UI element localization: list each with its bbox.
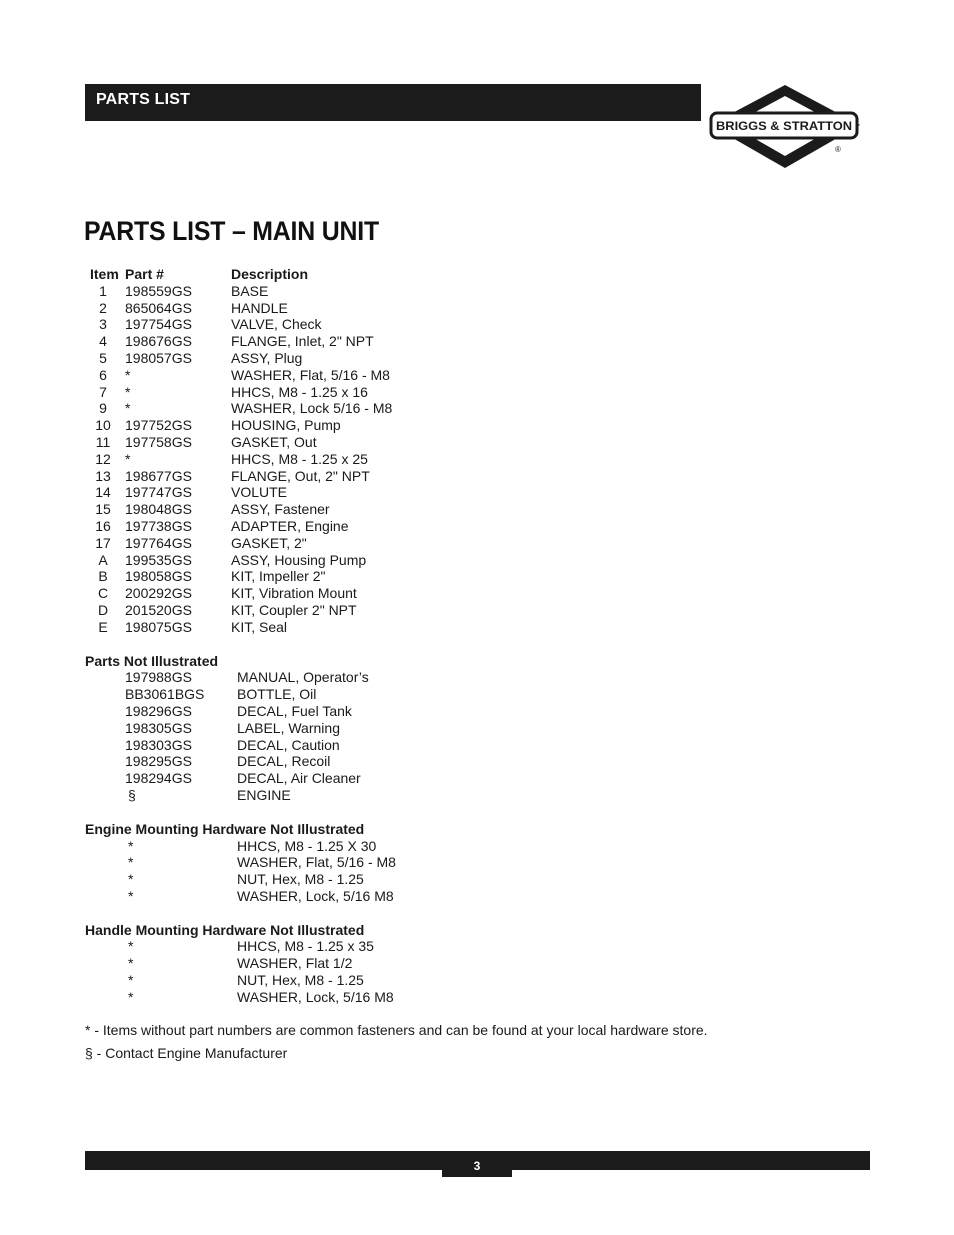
item-number: E (98, 618, 108, 635)
part-number: 198075GS (125, 618, 192, 635)
table-row (85, 518, 725, 535)
table-row (85, 871, 725, 888)
column-header-item: Item (90, 266, 119, 282)
part-number: 198676GS (125, 333, 192, 350)
part-number: 198296GS (125, 702, 192, 719)
item-number: 4 (99, 333, 107, 350)
part-description: ENGINE (237, 786, 291, 803)
part-number: 197754GS (125, 316, 192, 333)
part-description: WASHER, Flat, 5/16 - M8 (231, 366, 390, 383)
item-number: C (97, 585, 109, 602)
section-heading-not-illustrated: Parts Not Illustrated (85, 652, 219, 669)
item-number: 7 (99, 383, 107, 400)
part-number: 198303GS (125, 736, 192, 753)
table-row (85, 669, 725, 686)
table-row (85, 283, 725, 300)
footnotes (85, 1022, 725, 1063)
parts-table-header (85, 266, 725, 283)
table-row (85, 585, 725, 602)
handle-mounting-rows (85, 938, 725, 1005)
table-row (85, 602, 725, 619)
part-description: DECAL, Recoil (237, 753, 331, 770)
footnote-section: § - Contact Engine Manufacturer (85, 1045, 288, 1062)
item-number: 9 (99, 400, 107, 417)
part-number: BB3061BGS (125, 686, 205, 703)
part-description: ADAPTER, Engine (231, 517, 349, 534)
part-number: § (128, 786, 136, 803)
table-row (85, 552, 725, 569)
part-number: 198057GS (125, 349, 192, 366)
part-number: * (128, 871, 134, 888)
item-number: 1 (99, 282, 107, 299)
part-description: VALVE, Check (231, 316, 322, 333)
part-description: ASSY, Plug (231, 349, 303, 366)
part-description: ASSY, Fastener (231, 501, 330, 518)
part-description: KIT, Impeller 2" (231, 568, 326, 585)
section-heading-engine-mounting: Engine Mounting Hardware Not Illustrated (85, 820, 365, 837)
table-row (85, 468, 725, 485)
table-row (85, 300, 725, 317)
table-row (85, 938, 725, 955)
part-number: 198048GS (125, 501, 192, 518)
part-number: 197738GS (125, 517, 192, 534)
part-description: DECAL, Caution (237, 736, 340, 753)
part-number: 198677GS (125, 467, 192, 484)
part-description: WASHER, Lock, 5/16 M8 (237, 988, 394, 1005)
part-number: * (125, 450, 131, 467)
item-number: 14 (95, 484, 111, 501)
svg-text:BRIGGS & STRATTON: BRIGGS & STRATTON (716, 119, 852, 133)
part-description: HHCS, M8 - 1.25 x 35 (237, 938, 374, 955)
part-number: * (125, 383, 131, 400)
part-number: * (128, 988, 134, 1005)
briggs-stratton-logo (708, 84, 862, 170)
item-number: D (97, 601, 109, 618)
table-row (85, 535, 725, 552)
part-number: 198305GS (125, 719, 192, 736)
part-description: WASHER, Lock 5/16 - M8 (231, 400, 393, 417)
table-row (85, 989, 725, 1006)
part-description: HHCS, M8 - 1.25 x 16 (231, 383, 368, 400)
part-number: * (128, 887, 134, 904)
part-number: * (125, 400, 131, 417)
part-number: * (128, 972, 134, 989)
table-row (85, 333, 725, 350)
footnote-asterisk: * - Items without part numbers are common fasteners and can be found at your local hardware store. (85, 1021, 708, 1038)
item-number: 17 (95, 534, 111, 551)
item-number: 15 (95, 501, 111, 518)
item-number: 11 (95, 433, 111, 450)
part-description: NUT, Hex, M8 - 1.25 (237, 871, 364, 888)
part-description: NUT, Hex, M8 - 1.25 (237, 972, 364, 989)
part-description: FLANGE, Inlet, 2" NPT (231, 333, 374, 350)
table-row (85, 753, 725, 770)
engine-mounting-rows (85, 838, 725, 905)
part-number: 865064GS (125, 299, 192, 316)
item-number: 12 (95, 450, 111, 467)
part-description: KIT, Coupler 2" NPT (231, 601, 357, 618)
part-number: 201520GS (125, 601, 192, 618)
part-description: FLANGE, Out, 2" NPT (231, 467, 370, 484)
table-row (85, 350, 725, 367)
section-header-bar (85, 84, 701, 121)
item-number: 6 (99, 366, 107, 383)
part-number: 197758GS (125, 433, 192, 450)
part-description: WASHER, Flat 1/2 (237, 955, 353, 972)
part-description: VOLUTE (231, 484, 288, 501)
table-row (85, 417, 725, 434)
page-title: PARTS LIST – MAIN UNIT (84, 216, 379, 246)
table-row (85, 888, 725, 905)
table-row (85, 854, 725, 871)
table-row (85, 770, 725, 787)
table-row (85, 686, 725, 703)
part-number: * (128, 938, 134, 955)
section-heading-handle-mounting: Handle Mounting Hardware Not Illustrated (85, 921, 365, 938)
table-row (85, 838, 725, 855)
part-number: 197752GS (125, 417, 192, 434)
part-number: * (128, 854, 134, 871)
part-description: BASE (231, 282, 269, 299)
item-number: 16 (95, 517, 111, 534)
part-description: ASSY, Housing Pump (231, 551, 367, 568)
table-row (85, 434, 725, 451)
part-number: 198058GS (125, 568, 192, 585)
main-parts-rows (85, 283, 725, 636)
table-row (85, 484, 725, 501)
part-description: GASKET, Out (231, 433, 317, 450)
item-number: 3 (99, 316, 107, 333)
table-row (85, 619, 725, 636)
part-description: HANDLE (231, 299, 288, 316)
item-number: 10 (95, 417, 111, 434)
part-description: HHCS, M8 - 1.25 X 30 (237, 837, 377, 854)
part-number: 197764GS (125, 534, 192, 551)
part-number: 197988GS (125, 669, 192, 686)
part-number: 200292GS (125, 585, 192, 602)
part-description: GASKET, 2" (231, 534, 307, 551)
part-number: 197747GS (125, 484, 192, 501)
table-row (85, 451, 725, 468)
part-description: WASHER, Flat, 5/16 - M8 (237, 854, 396, 871)
part-number: * (125, 366, 131, 383)
part-description: BOTTLE, Oil (237, 686, 317, 703)
parts-list (85, 266, 725, 1069)
column-header-part: Part # (125, 266, 164, 282)
table-row (85, 703, 725, 720)
table-row (85, 400, 725, 417)
item-number: B (98, 568, 108, 585)
item-number: 5 (99, 349, 107, 366)
part-description: KIT, Vibration Mount (231, 585, 357, 602)
item-number: 2 (99, 299, 107, 316)
part-description: LABEL, Warning (237, 719, 340, 736)
part-number: 198559GS (125, 282, 192, 299)
part-description: MANUAL, Operator’s (237, 669, 369, 686)
table-row (85, 720, 725, 737)
part-description: DECAL, Air Cleaner (237, 770, 361, 787)
table-row (85, 384, 725, 401)
table-row (85, 972, 725, 989)
table-row (85, 787, 725, 804)
part-number: 199535GS (125, 551, 192, 568)
item-number: A (98, 551, 108, 568)
item-number: 13 (95, 467, 111, 484)
part-number: * (128, 837, 134, 854)
part-description: WASHER, Lock, 5/16 M8 (237, 887, 394, 904)
part-description: KIT, Seal (231, 618, 288, 635)
table-row (85, 367, 725, 384)
part-number: * (128, 955, 134, 972)
table-row (85, 568, 725, 585)
table-row (85, 501, 725, 518)
part-description: HOUSING, Pump (231, 417, 341, 434)
table-row (85, 955, 725, 972)
part-description: DECAL, Fuel Tank (237, 702, 352, 719)
part-number: 198294GS (125, 770, 192, 787)
column-header-description: Description (231, 266, 309, 282)
svg-text:®: ® (835, 145, 841, 154)
table-row (85, 316, 725, 333)
part-number: 198295GS (125, 753, 192, 770)
section-header-label: PARTS LIST (96, 91, 191, 108)
table-row (85, 737, 725, 754)
not-illustrated-rows (85, 669, 725, 803)
part-description: HHCS, M8 - 1.25 x 25 (231, 450, 368, 467)
page-number: 3 (442, 1151, 512, 1177)
